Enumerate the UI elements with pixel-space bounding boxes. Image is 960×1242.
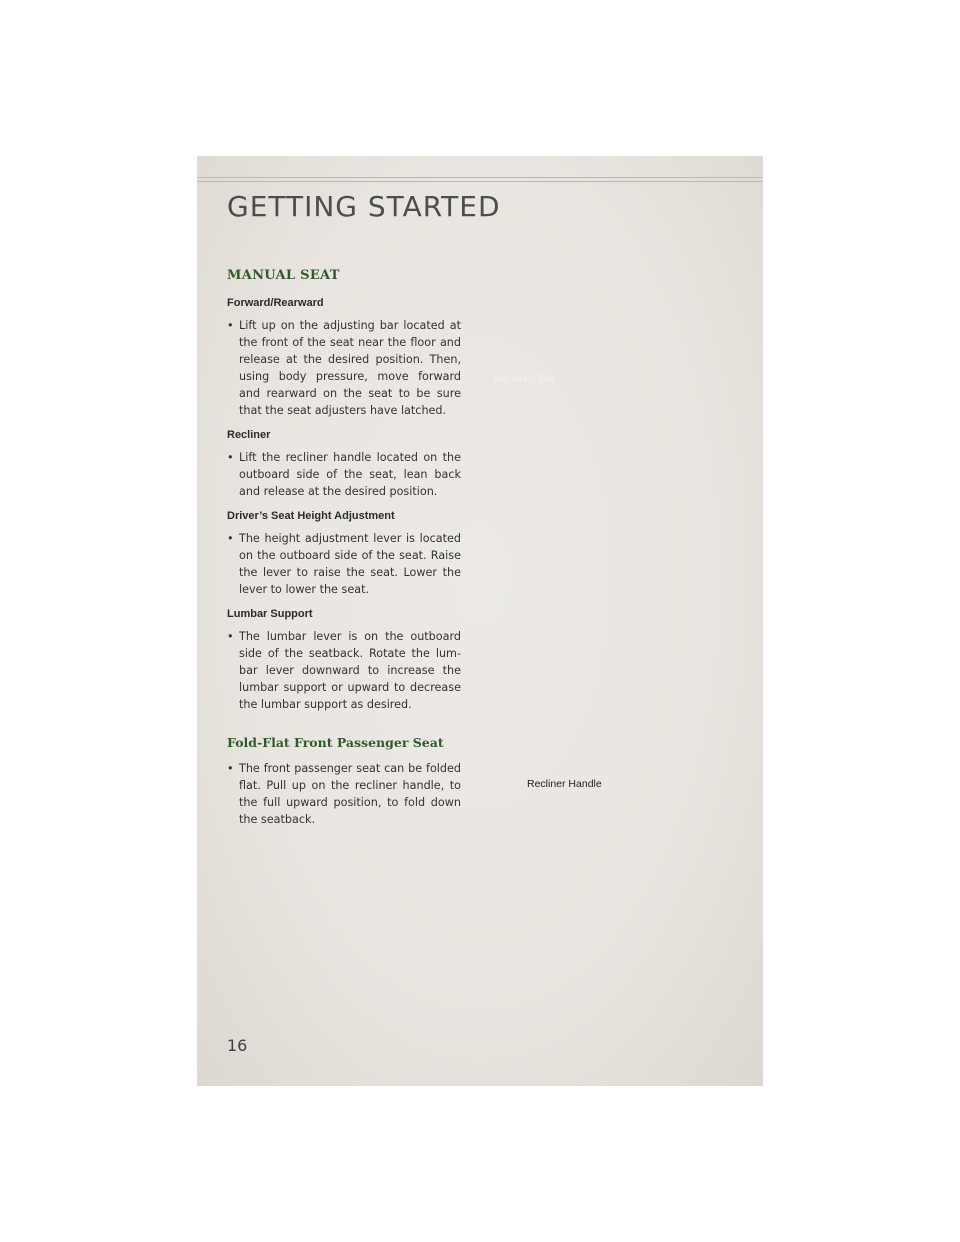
lumbar-support-text: The lumbar lever is on the outboard side of the seatback. Rotate the lum-bar lever downward to increase the lumbar support or upward to decrease the lumbar support as desired. (239, 630, 461, 711)
header-rule-top (197, 177, 763, 178)
text-column (227, 268, 461, 838)
list-item (227, 628, 461, 713)
header-rule-bottom (197, 181, 763, 182)
list-item (227, 317, 461, 419)
recliner-text: Lift the recliner handle located on the outboard side of the seat, lean back and release at the desired position. (239, 451, 461, 498)
list-item (227, 760, 461, 828)
bullet-icon: • (227, 532, 234, 545)
recliner-subheading: Recliner (227, 429, 271, 441)
forward-rearward-subheading: Forward/Rearward (227, 297, 324, 309)
bullet-icon: • (227, 762, 234, 775)
list-item (227, 449, 461, 500)
manual-page (197, 156, 763, 1086)
page-number: 16 (227, 1036, 248, 1055)
fold-flat-text: The front passenger seat can be folded flat. Pull up on the recliner handle, to the full upward position, to fold down the seatback. (239, 762, 461, 826)
recliner-handle-label: Recliner Handle (527, 778, 602, 790)
bullet-icon: • (227, 451, 234, 464)
bullet-icon: • (227, 319, 234, 332)
adjusting-bar-label: Adjusting Bar (493, 373, 556, 385)
lumbar-support-subheading: Lumbar Support (227, 608, 313, 620)
height-adjustment-subheading: Driver’s Seat Height Adjustment (227, 510, 395, 522)
height-adjustment-text: The height adjustment lever is located on the outboard side of the seat. Raise the lever to raise the seat. Lower the lever to lower the seat. (239, 532, 461, 596)
bullet-icon: • (227, 630, 234, 643)
forward-rearward-text: Lift up on the adjusting bar located at the front of the seat near the floor and release at the desired position. Then, using body pressure, move forward and rearward on the seat to be sure that the seat adjusters have latched. (239, 319, 461, 417)
fold-flat-heading: Fold-Flat Front Passenger Seat (227, 735, 444, 750)
list-item (227, 530, 461, 598)
section-title: GETTING STARTED (227, 190, 501, 223)
manual-seat-heading: MANUAL SEAT (227, 268, 340, 283)
